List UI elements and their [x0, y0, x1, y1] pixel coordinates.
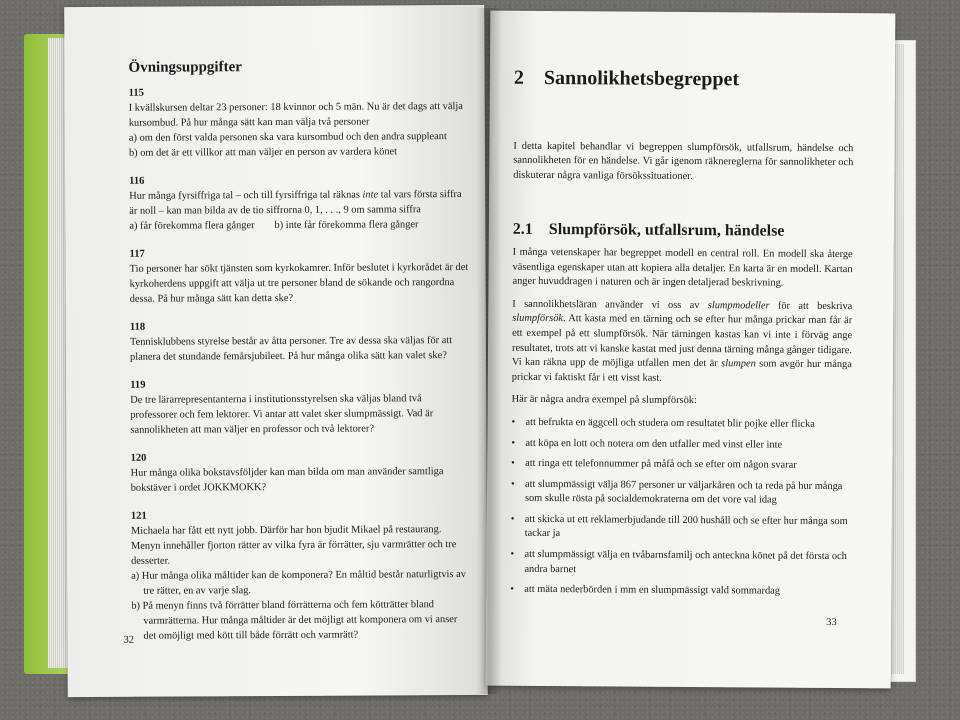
- exercises-heading: Övningsuppgifter: [128, 59, 242, 76]
- bullet-icon: •: [510, 583, 514, 596]
- chapter-number: 2: [513, 66, 524, 89]
- exercise-117: [129, 245, 469, 307]
- exercise-115: [129, 84, 469, 161]
- exercise-text: Hur många fyrsiffriga tal – och till fyrsiffriga tal räknas inte tal vars första siffra är noll – kan man bilda av de tio siffrorna 0, 1, . . ., 9 om samma siffra: [129, 189, 462, 217]
- bullet-icon: •: [511, 457, 515, 469]
- book-gutter-shadow: [476, 8, 502, 694]
- exercise-option: a) om den först valda personen ska vara kursombud och den andra suppleant: [128, 131, 447, 144]
- exercise-number: 118: [129, 321, 146, 333]
- exercise-number: 117: [129, 248, 145, 260]
- bullet-icon: •: [510, 548, 515, 560]
- exercise-number: 121: [130, 510, 147, 522]
- list-item: • att slumpmässigt välja 867 personer ur väljarkåren och ta reda på hur många som skulle rösta på socialdemokraterna om det vore val idag: [511, 478, 843, 506]
- chapter-heading: [513, 66, 854, 91]
- exercise-option: a) får förekomma flera gånger: [129, 220, 255, 232]
- bullet-icon: •: [510, 513, 515, 525]
- list-item: • att skicka ut ett reklamerbjudande till 200 hushåll och se efter hur många som tackar ja: [510, 513, 848, 540]
- exercise-121: [131, 507, 472, 644]
- exercise-option: b) om det är ett villkor att man väljer en person av vardera könet: [128, 146, 398, 159]
- exercise-number: 120: [130, 452, 147, 464]
- examples-list: [510, 416, 851, 600]
- exercise-text: Michaela har fått ett nytt jobb. Därför har hon bjudit Mikael på restaurang. Menyn innehåller fjorton rätter av vilka fyra är förrätter, sju varmrätter och tre desserter.: [130, 524, 457, 567]
- paragraph-models: I många vetenskaper har begreppet modell en central roll. En modell ska återge väsentliga egenskaper utan att kopiera alla detaljer. En karta är en modell. Kartan anger huvuddragen i naturen och är ingen detaljerad beskrivning.: [512, 246, 853, 289]
- exercise-option: a) Hur många olika måltider kan de komponera? En måltid består naturligtvis av tre rätter, en av varje slag.: [131, 569, 466, 597]
- exercise-text: De tre lärarrepresentanterna i institutionsstyrelsen ska väljas bland två professorer och fem lektorer. Vi antar att valet sker slumpmässigt. Vad är sannolikheten att man väljer en professor och två lektorer?: [130, 393, 434, 436]
- section-heading: [513, 223, 853, 240]
- chapter-title: Sannolikhetsbegreppet: [543, 66, 740, 91]
- page-number-left: 32: [123, 634, 135, 646]
- left-page: [64, 5, 488, 697]
- paragraph-random-experiments: I sannolikhetsläran använder vi oss av slumpmodeller för att beskriva slumpförsök. Att kasta med en tärning och se efter hur många prickar man får är ett exempel på ett slumpförsök. När tärningen kastas kan vi inte i förväg ange resultatet, trots att vi kanske kastat med just denna tärning många gånger tidigare. Vi kan räkna upp de möjliga utfallen men det är slumpen som avgör hur många prickar vi faktiskt får i ett visst kast.: [511, 298, 853, 384]
- exercises-block: [128, 59, 471, 657]
- list-item: • att ringa ett telefonnummer på måfå och se efter om någon svarar: [511, 457, 797, 471]
- bullet-icon: •: [511, 416, 516, 428]
- bullet-icon: •: [511, 437, 516, 449]
- exercise-text: Tennisklubbens styrelse består av åtta personer. Tre av dessa ska väljas för att planera det stundande femårsjubileet. På hur många olika sätt kan valet ske?: [129, 335, 453, 363]
- list-item: • att slumpmässigt välja en tvåbarnsfamilj och anteckna könet på det första och andra barnet: [510, 548, 847, 575]
- exercise-option: b) inte får förekomma flera gånger: [274, 219, 419, 232]
- bullet-icon: •: [511, 478, 515, 490]
- exercise-text: I kvällskursen deltar 23 personer: 18 kvinnor och 5 män. Nu är det dags att välja kursombud. På hur många sätt kan man välja två personer: [128, 101, 463, 129]
- section-number: 2.1: [512, 221, 533, 239]
- right-page: [486, 11, 896, 689]
- exercise-number: 115: [128, 87, 144, 99]
- exercise-number: 119: [130, 379, 146, 391]
- list-item: • att köpa en lott och notera om den utfaller med vinst eller inte: [511, 437, 783, 451]
- list-item: • att befrukta en äggcell och studera om resultatet blir pojke eller flicka: [511, 416, 815, 430]
- exercise-text: Tio personer har sökt tjänsten som kyrkokamrer. Inför beslutet i kyrkorådet är det kyrkoherdens uppgift att välja ut tre personer bland de sökande och rangordna dessa. På hur många sätt kan detta ske?: [129, 261, 469, 305]
- page-number-right: 33: [826, 616, 837, 629]
- exercise-120: [131, 449, 471, 496]
- list-item: • att mäta nederbörden i mm en slumpmässigt vald sommardag: [510, 583, 781, 597]
- exercise-116: [129, 172, 469, 234]
- exercise-119: [130, 376, 470, 438]
- exercise-option: b) På menyn finns två förrätter bland förrätterna och fem kötträtter bland varmrätterna. Hur många måltider är det möjligt att komponera om vi anser det omöjligt med kött till både förrätt och varmrätt?: [131, 599, 458, 642]
- exercise-number: 116: [129, 175, 145, 187]
- exercise-text: Hur många olika bokstavsföljder kan man bilda om man använder samtliga bokstäver i ordet JOKKMOKK?: [130, 466, 444, 494]
- chapter-intro: I detta kapitel behandlar vi begreppen slumpförsök, utfallsrum, händelse och sannolikheten för en händelse. Vi går igenom räknereglerna för sannolikheter och diskuterar några vanliga försökssituationer.: [513, 140, 854, 182]
- exercise-118: [130, 318, 470, 365]
- section-title: Slumpförsök, utfallsrum, händelse: [548, 221, 785, 241]
- list-intro: Här är några andra exempel på slumpförsök:: [511, 394, 697, 407]
- chapter-content: [510, 66, 854, 606]
